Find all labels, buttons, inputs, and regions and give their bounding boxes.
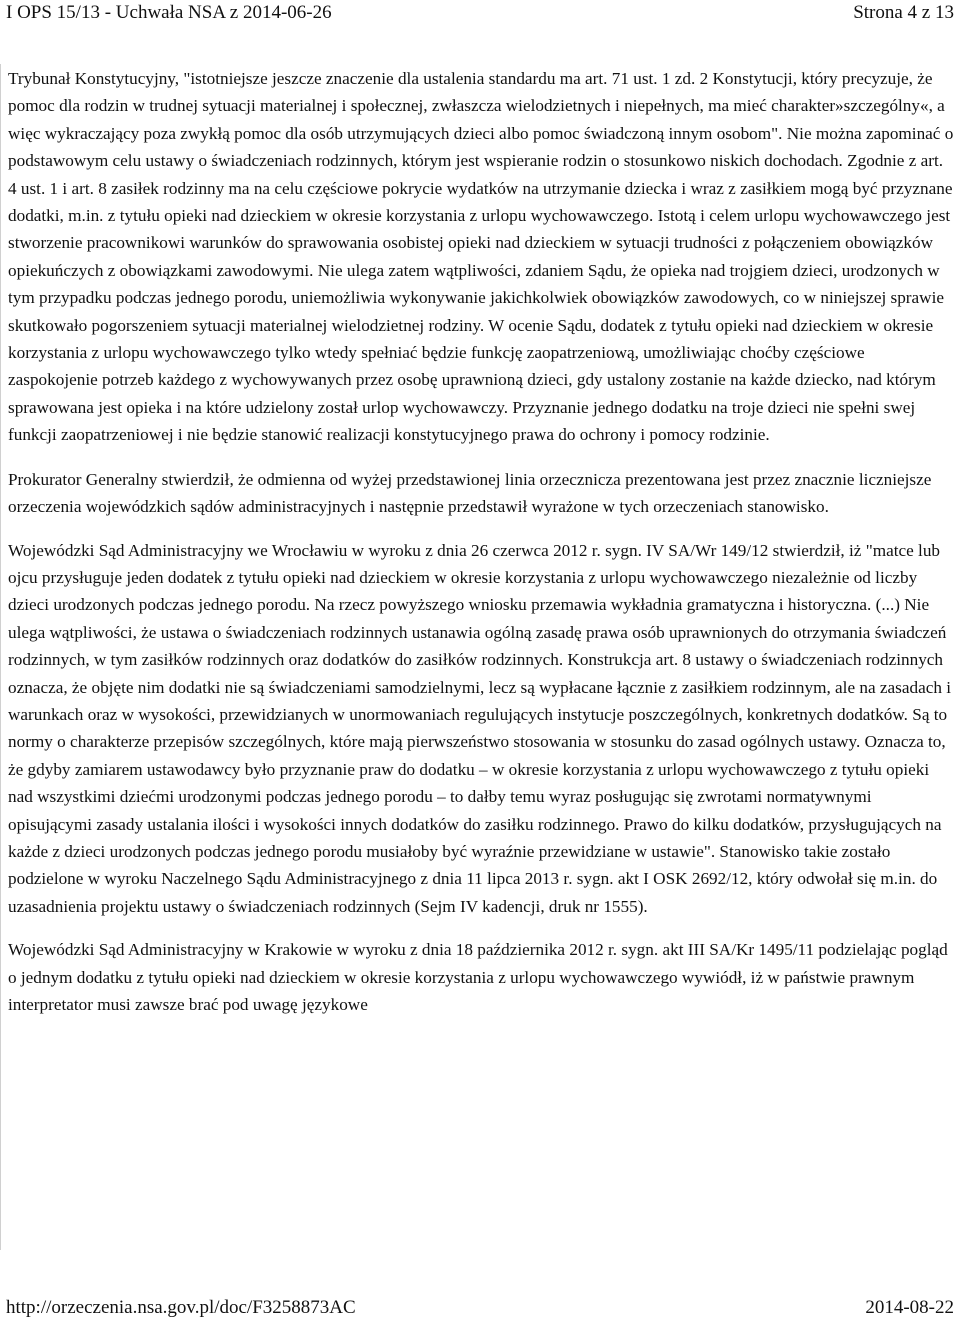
print-date: 2014-08-22 <box>865 1297 954 1318</box>
document-body <box>8 65 954 1034</box>
body-paragraph-2: Prokurator Generalny stwierdził, że odmienna od wyżej przedstawionej linia orzecznicza prezentowana jest przez znacznie liczniejsze orzeczenia wojewódzkich sądów administracyjnych i następnie przedstawił wyrażone w tych orzeczeniach stanowisko. <box>8 469 932 517</box>
page-footer <box>0 1291 960 1321</box>
page-header <box>0 0 960 40</box>
body-paragraph-1: Trybunał Konstytucyjny, "istotniejsze jeszcze znaczenie dla ustalenia standardu ma art. 71 ust. 1 zd. 2 Konstytucji, który precyzuje, że pomoc dla rodzin w trudnej sytuacji materialnej i społecznej, zwłaszcza wielodzietnych i niepełnych, ma mieć charakter»szczególny«, a więc wykraczający poza zwykłą pomoc dla osób utrzymujących dzieci albo pomoc świadczoną innym osobom". Nie można zapominać o podstawowym celu ustawy o świadczeniach rodzinnych, którym jest wspieranie rodzin o stosunkowo niskich dochodach. Zgodnie z art. 4 ust. 1 i art. 8 zasiłek rodzinny ma na celu częściowe pokrycie wydatków na utrzymanie dziecka i wraz z zasiłkiem mogą być przyznane dodatki, m.in. z tytułu opieki nad dzieckiem w okresie korzystania z urlopu wychowawczego. Istotą i celem urlopu wychowawczego jest stworzenie pracownikowi warunków do sprawowania osobistej opieki nad dzieckiem w sytuacji trudności z połączeniem obowiązków opiekuńczych z obowiązkami zawodowymi. Nie ulega zatem wątpliwości, zdaniem Sądu, że opieka nad trojgiem dzieci, urodzonych w tym przypadku podczas jednego porodu, uniemożliwia wykonywanie jakichkolwiek obowiązków zawodowych, co w niniejszej sprawie skutkowało pogorszeniem sytuacji materialnej wielodzietnej rodziny. W ocenie Sądu, dodatek z tytułu opieki nad dzieckiem w okresie korzystania z urlopu wychowawczego tylko wtedy spełniać będzie funkcję zaopatrzeniową, umożliwiając choćby częściowe zaspokojenie potrzeb każdego z wychowywanych przez osobę uprawnioną dzieci, gdy ustalony zostanie na każde dziecko, nad którym sprawowana jest opieka i na które udzielony został urlop wychowawczy. Przyznanie jednego dodatku na troje dzieci nie spełni swej funkcji zaopatrzeniowej i nie będzie stanowić realizacji konstytucyjnego prawa do ochrony i pomocy rodzinie. <box>8 69 954 445</box>
body-paragraph-4: Wojewódzki Sąd Administracyjny w Krakowie w wyroku z dnia 18 października 2012 r. sygn. akt III SA/Kr 1495/11 podzielając pogląd o jednym dodatku z tytułu opieki nad dzieckiem w okresie korzystania z urlopu wychowawczego wywiódł, iż w państwie prawnym interpretator musi zawsze brać pod uwagę językowe <box>8 940 948 1014</box>
body-paragraph-3: Wojewódzki Sąd Administracyjny we Wrocławiu w wyroku z dnia 26 czerwca 2012 r. sygn. IV SA/Wr 149/12 stwierdził, iż "matce lub ojcu przysługuje jeden dodatek z tytułu opieki nad dzieckiem w okresie korzystania z urlopu wychowawczego niezależnie od liczby dzieci urodzonych podczas jednego porodu. Na rzecz powyższego wniosku przemawia wykładnia gramatyczna i historyczna. (...) Nie ulega wątpliwości, że ustawa o świadczeniach rodzinnych ustanawia ogólną zasadę prawa osób uprawnionych do otrzymania świadczeń rodzinnych, w tym zasiłków rodzinnych oraz dodatków do zasiłków rodzinnych. Konstrukcja art. 8 ustawy o świadczeniach rodzinnych oznacza, że objęte nim dodatki nie są świadczeniami samodzielnymi, lecz są wypłacane łącznie z zasiłkiem rodzinnym, ale na zasadach i warunkach oraz w wysokości, przewidzianych w unormowaniach regulujących instytucje poszczególnych, konkretnych dodatków. Są to normy o charakterze przepisów szczególnych, które mają pierwszeństwo stosowania w stosunku do zasad ogólnych ustawy. Oznacza to, że gdyby zamiarem ustawodawcy było przyznanie praw do dodatku – w okresie korzystania z urlopu wychowawczego z tytułu opieki nad wszystkimi dziećmi urodzonymi podczas jednego porodu – to dałby temu wyraz posługując się zwrotami normatywnymi opisującymi zasady ustalania ilości i wysokości innych dodatków do zasiłku rodzinnego. Prawo do kilku dodatków, przysługujących na każde z dzieci urodzonych podczas jednego porodu musiałoby być wyraźnie przewidziane w ustawie". Stanowisko takie zostało podzielone w wyroku Naczelnego Sądu Administracyjnego z dnia 11 lipca 2013 r. sygn. akt I OSK 2692/12, który odwołał się m.in. do uzasadnienia projektu ustawy o świadczeniach rodzinnych (Sejm IV kadencji, druk nr 1555). <box>8 540 951 916</box>
document-frame-border <box>0 64 7 1250</box>
page-number: Strona 4 z 13 <box>853 2 954 23</box>
source-url: http://orzeczenia.nsa.gov.pl/doc/F3258873AC <box>6 1297 356 1318</box>
document-title: I OPS 15/13 - Uchwała NSA z 2014-06-26 <box>6 2 332 23</box>
